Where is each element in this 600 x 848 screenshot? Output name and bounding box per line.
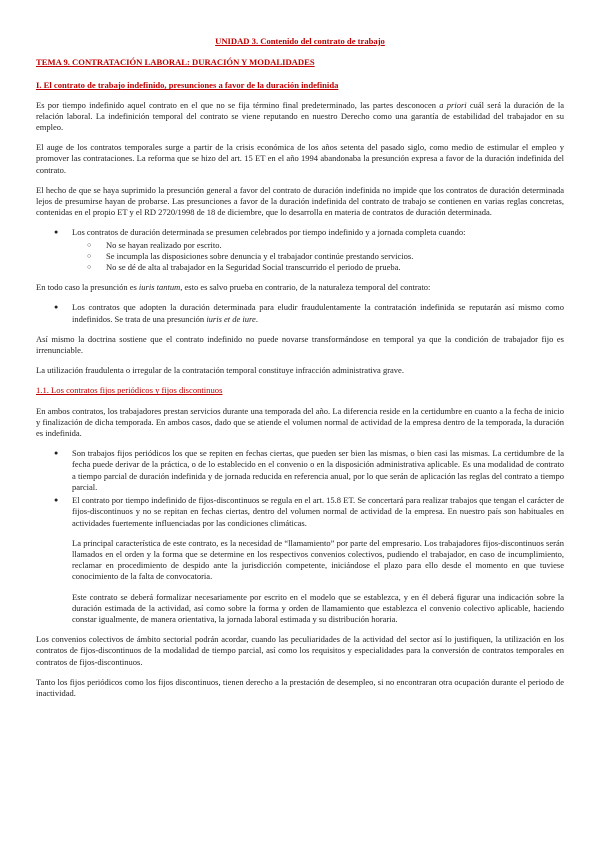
paragraph-iuris-tantum: [36, 282, 564, 293]
paragraph-unemployment: Tanto los fijos periódicos como los fijos discontinuos, tienen derecho a la prestación de desempleo, si no encontraran otra ocupación durante el periodo de inactividad.: [36, 676, 564, 698]
text-run: En todo caso la presunción es: [36, 282, 139, 293]
paragraph-sector-agreements: Los convenios colectivos de ámbito sectorial podrán acordar, cuando las peculiaridades de la actividad del sector así lo justifiquen, la utilización en los contratos de fijos-discontinuos de la modalidad de tiempo parcial, así como los requisitos y especialidades para la conversión de contratos temporales en contratos de fijos-discontinuos.: [36, 634, 564, 667]
unit-title: UNIDAD 3. Contenido del contrato de trabajo: [215, 36, 385, 46]
paragraph-formalization: Este contrato se deberá formalizar necesariamente por escrito en el modelo que se establezca, y en él deberá figurar una indicación sobre la duración estimada de la actividad, así como sobre la forma y orden de llamamiento que establezca el convenio colectivo aplicable, haciendo constar igualmente, de manera orientativa, la jornada laboral estimada y su distribución horaria.: [72, 591, 564, 624]
subsection-title: 1.1. Los contratos fijos periódicos y fijos discontinuos: [36, 385, 223, 396]
text-run: Es por tiempo indefinido aquel contrato en el que no se fija término final predeterminado, las partes desconocen: [36, 99, 440, 110]
text-run: Los contratos que adopten la duración determinada para eludir fraudulentamente la contratación indefinida se reputarán así mismo como indefinidos. Se trata de una presunción: [72, 302, 564, 324]
section-title: I. El contrato de trabajo indefinido, presunciones a favor de la duración indefinida: [36, 80, 339, 91]
paragraph-doctrine: Así mismo la doctrina sostiene que el contrato indefinido no puede novarse transformándose en temporal ya que la condición de trabajador fijo es irrenunciable.: [36, 333, 564, 356]
sub-list-item: ○ No se dé de alta al trabajador en la Seguridad Social transcurrido el periodo de prueba.: [100, 262, 564, 273]
text-run: , esto es salvo prueba en contrario, de la naturaleza temporal del contrato:: [180, 282, 431, 293]
paragraph-infraction: La utilización fraudulenta o irregular de la contratación temporal constituye infracción administrativa grave.: [36, 365, 404, 376]
bullet-list: [36, 227, 564, 273]
topic-title: TEMA 9. CONTRATACIÓN LABORAL: DURACIÓN Y MODALIDADES: [36, 57, 315, 68]
italic-term: iuris tantum: [138, 282, 181, 293]
bullet-list: [36, 448, 564, 528]
paragraph-indefinite-definition: [36, 100, 564, 134]
list-item-text: Los contratos de duración determinada se presumen celebrados por tiempo indefinido y a jornada completa cuando:: [72, 227, 466, 238]
sub-list: [72, 240, 564, 274]
paragraph-both-contracts: En ambos contratos, los trabajadores prestan servicios durante una temporada del año. La diferencia reside en la certidumbre en cuanto a la fecha de inicio y finalización de dicha temporada. En ambos casos, dado que se atiende el volumen normal de actividad de la empresa dentro de la temporada, la duración es indefinida.: [36, 405, 564, 439]
list-item: [66, 302, 564, 324]
text-run: .: [255, 313, 258, 324]
list-item: ● Son trabajos fijos periódicos los que se repiten en fechas ciertas, que pueden ser bien las mismas, o bien casi las mismas. La certidumbre de la fecha puede derivar de la práctica, o de lo establecido en el convenio o en la disposición administrativa aplicable. Es una modalidad de contrato a tiempo parcial de duración indefinida y de jornada reducida en referencia anual, por lo que serán de aplicación las reglas del contrato a tiempo parcial.: [66, 448, 564, 493]
paragraph-llamamiento: La principal característica de este contrato, es la necesidad de “llamamiento” por parte del empresario. Los trabajadores fijos-discontinuos serán llamados en el orden y la forma que se determine en los respectivos convenios colectivos, pudiendo el trabajador, en caso de incumplimiento, reclamar en procedimiento de despido ante la jurisdicción competente, iniciándose el plazo para ello desde el momento en que tuviese conocimiento de la falta de convocatoria.: [72, 537, 564, 582]
italic-term: a priori: [439, 99, 467, 110]
list-item: [66, 227, 564, 273]
list-item: ● El contrato por tiempo indefinido de fijos-discontinuos se regula en el art. 15.8 ET. Se concertará para realizar trabajos que tengan el carácter de fijos-discontinuos y no se repitan en fechas ciertas, dentro del volumen normal de actividad de la empresa. En nuestro país son habituales en actividades fuertemente influenciadas por las condiciones climáticas.: [66, 495, 564, 529]
bullet-list: [36, 302, 564, 324]
italic-term: iuris et de iure: [206, 313, 256, 324]
paragraph-presumption: El hecho de que se haya suprimido la presunción general a favor del contrato de duración indefinida no impide que los contratos de duración determinada lejos de presumirse hayan de probarse. Las presunciones a favor de la duración indefinida del contrato de trabajo se contienen en varias reglas concretas, contenidas en el propio ET y el RD 2720/1998 de 18 de diciembre, que lo desarrolla en materia de contratos de duración determinada.: [36, 184, 564, 218]
text-run: cuál será la duración de la relación laboral. La indefinición temporal del contrato se viene reputando en nuestro Derecho como una garantía de estabilidad del trabajador en su empleo.: [36, 99, 564, 133]
paragraph-temporal-contracts: El auge de los contratos temporales surge a partir de la crisis económica de los años setenta del pasado siglo, como medio de estimular el empleo y promover las contrataciones. La reforma que se hizo del art. 15 ET en el año 1994 abandonaba la presunción expresa a favor de la duración indefinida del contrato.: [36, 142, 564, 175]
sub-list-item: ○ No se hayan realizado por escrito.: [100, 240, 564, 251]
sub-list-item: ○ Se incumpla las disposiciones sobre denuncia y el trabajador continúe prestando servicios.: [100, 251, 564, 262]
